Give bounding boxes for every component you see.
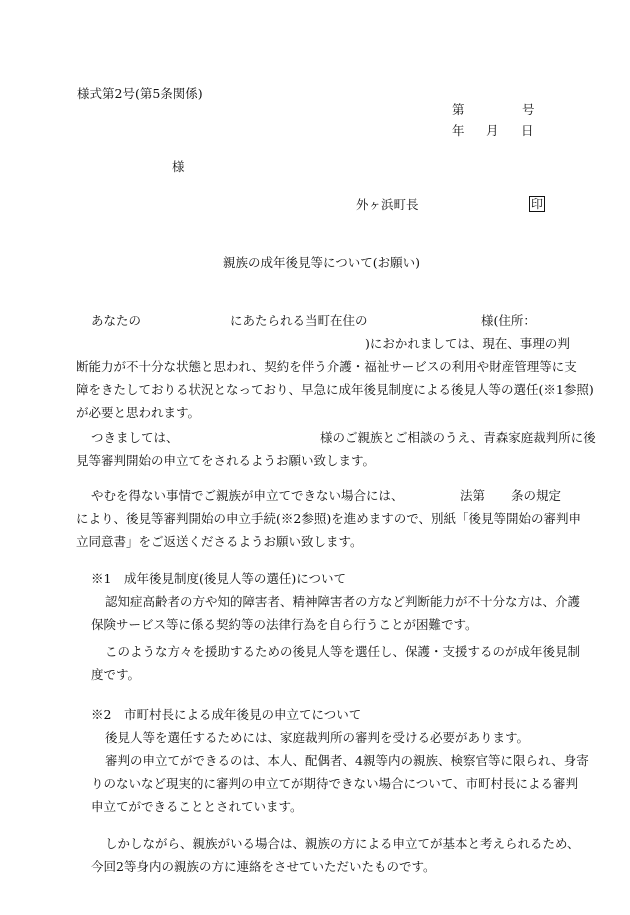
note-line: しかしながら、親族がいる場合は、親族の方による申立てが基本と考えられるため、 — [105, 836, 580, 851]
body-line: にあたられる当町在住の — [230, 313, 368, 328]
form-label: 様式第2号(第5条関係) — [77, 86, 203, 101]
body-line: つきましては、 — [91, 430, 179, 445]
date-year: 年 — [452, 123, 465, 138]
body-line: 法第 — [460, 488, 486, 503]
body-line: )におかれましては、現在、事理の判 — [365, 336, 570, 351]
note-line: 今回2等身内の親族の方に連絡をさせていただいたものです。 — [91, 859, 436, 874]
note-line: 認知症高齢者の方や知的障害者、精神障害者の方など判断能力が不十分な方は、介護 — [105, 594, 581, 609]
note-line: 保険サービス等に係る契約等の法律行為を自ら行うことが困難です。 — [91, 617, 478, 632]
body-line: 見等審判開始の申立てをされるようお願い致します。 — [76, 453, 376, 468]
body-line: 様(住所： — [481, 313, 536, 328]
body-line: やむを得ない事情でご親族が申立てできない場合には、 — [91, 488, 404, 503]
document-title: 親族の成年後見等について(お願い) — [223, 255, 421, 270]
seal-mark: 印 — [530, 197, 543, 211]
note-line: 申立てができることとされています。 — [91, 799, 303, 814]
body-line: により、後見等審判開始の申立手続(※2参照)を進めますので、別紙「後見等開始の審判申 — [76, 511, 581, 526]
note-heading: ※2 市町村長による成年後見の申立てについて — [91, 707, 362, 722]
document-number-prefix: 第 — [452, 102, 465, 117]
date-day: 日 — [521, 123, 534, 138]
body-line: 様のご親族とご相談のうえ、青森家庭裁判所に後 — [320, 430, 596, 445]
document-number-suffix: 号 — [522, 102, 535, 117]
body-line: 断能力が不十分な状態と思われ、契約を伴う介護・福祉サービスの利用や財産管理等に支 — [76, 359, 577, 374]
sender-name: 外ヶ浜町長 — [356, 197, 419, 212]
note-line: このような方々を援助するための後見人等を選任し、保護・支援するのが成年後見制 — [105, 644, 581, 659]
body-line: 障をきたしておりる状況となっており、早急に成年後見制度による後見人等の選任(※1参照) — [76, 382, 594, 397]
note-line: 後見人等を選任するためには、家庭裁判所の審判を受ける必要があります。 — [105, 730, 530, 745]
note-line: 度です。 — [91, 667, 141, 682]
note-line: りのないなど現実的に審判の申立てが期待できない場合について、市町村長による審判 — [91, 776, 579, 791]
note-line: 審判の申立てができるのは、本人、配偶者、4親等内の親族、検察官等に限られ、身寄 — [105, 753, 589, 768]
date-month: 月 — [486, 123, 499, 138]
note-heading: ※1 成年後見制度(後見人等の選任)について — [91, 571, 346, 586]
body-line: が必要と思われます。 — [76, 405, 201, 420]
body-line: 立同意書」をご返送くださるようお願い致します。 — [76, 534, 363, 549]
body-line: 条の規定 — [511, 488, 562, 503]
addressee-honorific: 様 — [172, 159, 185, 174]
body-line: あなたの — [91, 313, 142, 328]
